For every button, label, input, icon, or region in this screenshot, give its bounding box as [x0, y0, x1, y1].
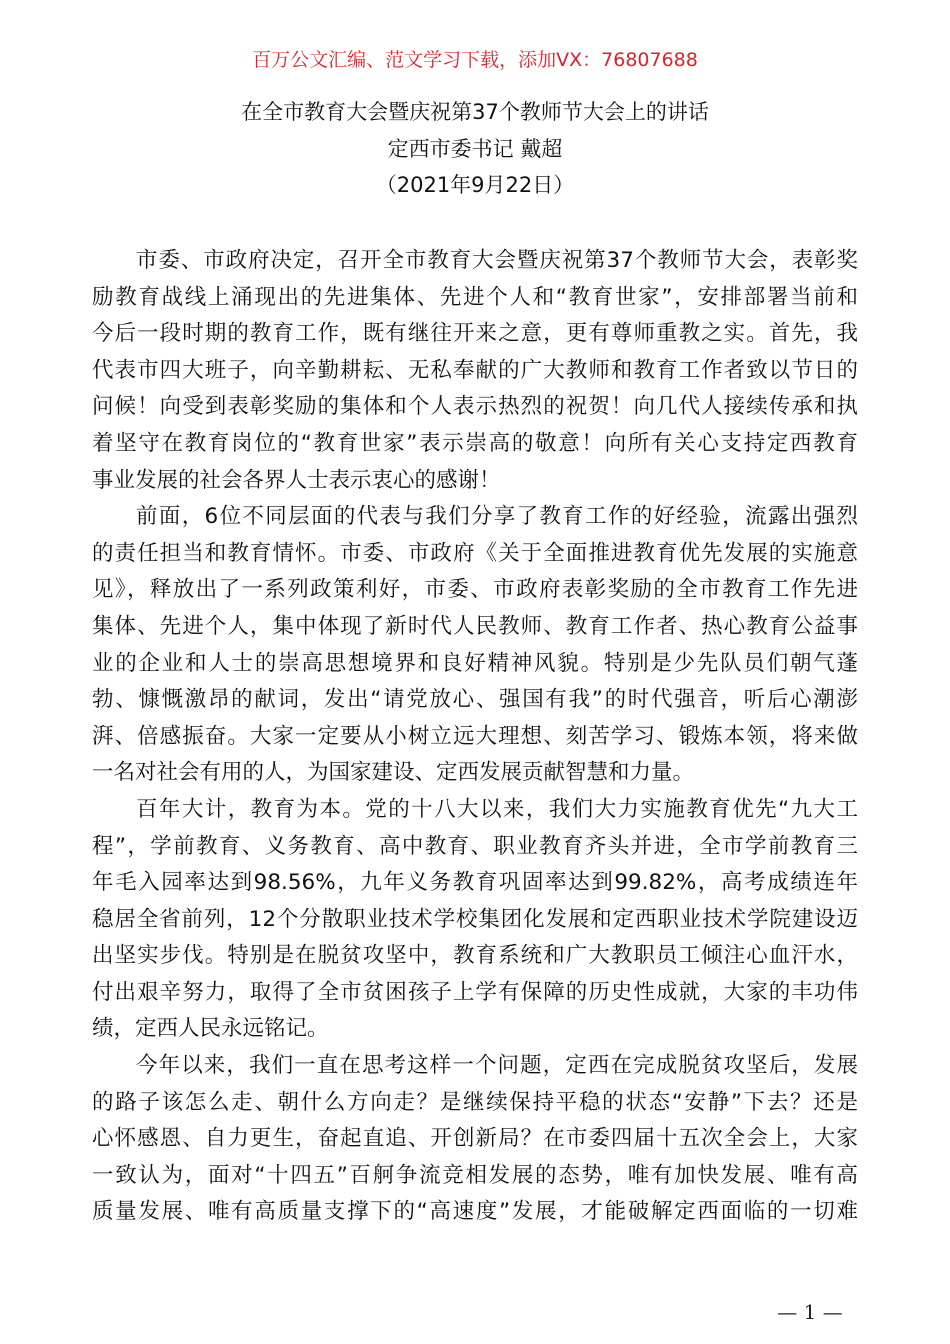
paragraph-line: 前面，6位不同层面的代表与我们分享了教育工作的好经验，流露出强烈: [136, 504, 858, 530]
paragraph-line: 质量发展、唯有高质量支撑下的“高速度”发展，才能破解定西面临的一切难: [92, 1199, 858, 1225]
paragraph-line: 心怀感恩、自力更生，奋起直追、开创新局？在市委四届十五次全会上，大家: [92, 1126, 858, 1152]
paragraph-line: 勃、慷慨激昂的献词，发出“请党放心、强国有我”的时代强音，听后心潮澎: [92, 687, 858, 713]
paragraph-line: 今后一段时期的教育工作，既有继往开来之意，更有尊师重教之实。首先，我: [92, 321, 858, 347]
paragraph: [92, 792, 858, 1048]
document-date: （2021年9月22日）: [375, 173, 575, 197]
paragraph-line: 付出艰辛努力，取得了全市贫困孩子上学有保障的历史性成就，大家的丰功伟: [92, 979, 858, 1005]
paragraph-line: 的责任担当和教育情怀。市委、市政府《关于全面推进教育优先发展的实施意: [92, 540, 858, 566]
paragraph-line: 业的企业和人士的崇高思想境界和良好精神风貌。特别是少先队员们朝气蓬: [92, 650, 858, 676]
paragraph-line: 程”，学前教育、义务教育、高中教育、职业教育齐头并进，全市学前教育三: [92, 833, 858, 859]
paragraph-line: 事业发展的社会各界人士表示衷心的感谢！: [92, 467, 501, 493]
paragraph-line: 年毛入园率达到98.56%，九年义务教育巩固率达到99.82%，高考成绩连年: [92, 870, 858, 896]
document-title: 在全市教育大会暨庆祝第37个教师节大会上的讲话: [241, 100, 709, 124]
paragraph-line: 代表市四大班子，向辛勤耕耘、无私奉献的广大教师和教育工作者致以节日的: [92, 357, 858, 383]
paragraph-line: 着坚守在教育岗位的“教育世家”表示崇高的敬意！向所有关心支持定西教育: [92, 430, 858, 456]
document-body: [92, 243, 858, 1231]
paragraph-line: 问候！向受到表彰奖励的集体和个人表示热烈的祝贺！向几代人接续传承和执: [92, 394, 858, 420]
paragraph-line: 百年大计，教育为本。党的十八大以来，我们大力实施教育优先“九大工: [136, 796, 858, 822]
paragraph-line: 市委、市政府决定，召开全市教育大会暨庆祝第37个教师节大会，表彰奖: [136, 248, 858, 273]
paragraph-line: 一名对社会有用的人，为国家建设、定西发展贡献智慧和力量。: [92, 760, 695, 786]
paragraph-line: 绩，定西人民永远铭记。: [92, 1016, 329, 1042]
paragraph-line: 集体、先进个人，集中体现了新时代人民教师、教育工作者、热心教育公益事: [92, 613, 858, 639]
paragraph: [92, 499, 858, 792]
paragraph-line: 一致认为，面对“十四五”百舸争流竞相发展的态势，唯有加快发展、唯有高: [92, 1162, 858, 1188]
header-notice: 百万公文汇编、范文学习下载，添加VX：76807688: [252, 49, 698, 71]
paragraph-line: 稳居全省前列，12个分散职业技术学校集团化发展和定西职业技术学院建设迈: [92, 906, 858, 932]
paragraph-line: 今年以来，我们一直在思考这样一个问题，定西在完成脱贫攻坚后，发展: [136, 1053, 858, 1079]
paragraph-line: 励教育战线上涌现出的先进集体、先进个人和“教育世家”，安排部署当前和: [92, 284, 858, 310]
paragraph-line: 的路子该怎么走、朝什么方向走？是继续保持平稳的状态“安静”下去？还是: [92, 1089, 858, 1115]
paragraph: [92, 1048, 858, 1231]
paragraph-line: 出坚实步伐。特别是在脱贫攻坚中，教育系统和广大教职员工倾注心血汗水，: [92, 943, 858, 969]
paragraph: [92, 243, 858, 499]
paragraph-line: 见》，释放出了一系列政策利好，市委、市政府表彰奖励的全市教育工作先进: [92, 577, 858, 603]
page-number: — 1 —: [777, 1300, 843, 1324]
document-author: 定西市委书记 戴超: [387, 137, 563, 161]
paragraph-line: 湃、倍感振奋。大家一定要从小树立远大理想、刻苦学习、锻炼本领，将来做: [92, 723, 858, 749]
